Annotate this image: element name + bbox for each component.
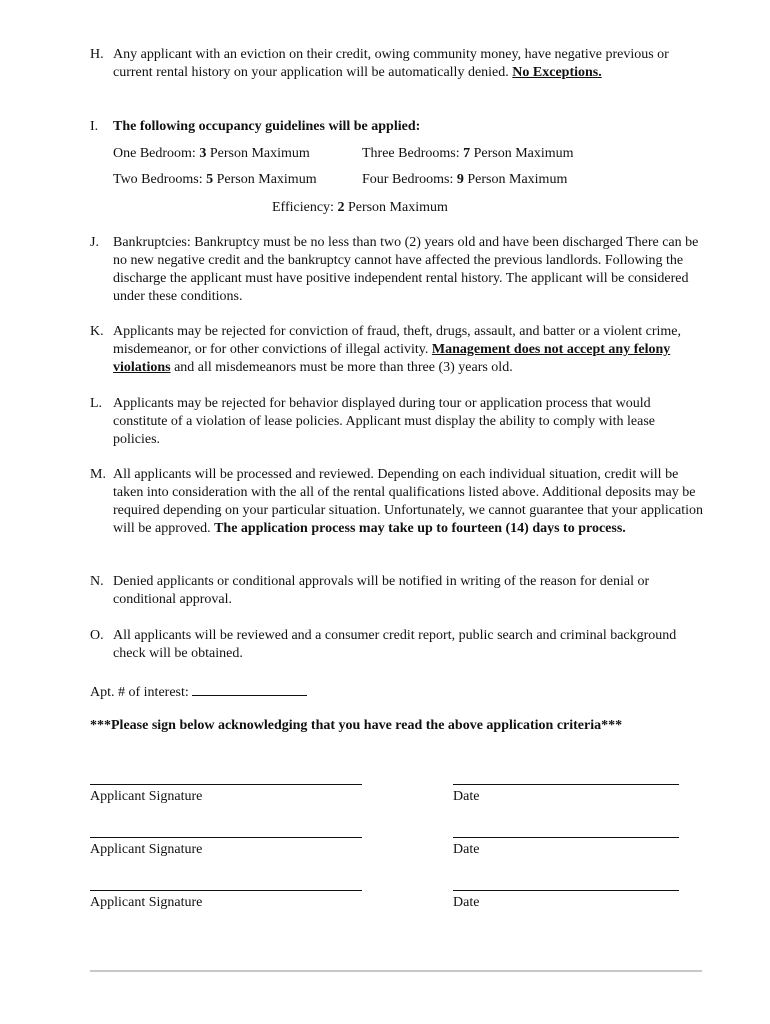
item-text (113, 46, 705, 82)
item-body: Any applicant with an eviction on their credit, owing community money, have negative previous or current rental history on your application will be automatically denied. (113, 47, 669, 80)
apt-of-interest-field (90, 681, 307, 702)
item-letter: H. (90, 47, 104, 62)
criteria-item-k (90, 323, 705, 377)
date-line[interactable] (453, 837, 679, 838)
occupancy-efficiency: Efficiency: 2 Person Maximum (272, 200, 448, 215)
occupancy-row (113, 171, 673, 189)
item-letter: I. (90, 119, 99, 134)
item-body: All applicants will be processed and reviewed. Depending on each individual situation, credit will be taken into consideration with the all of the rental qualifications listed above. Additional deposits may be required depending on your particular situation. Unfortunately, we cannot guarantee that your application will be approved. (113, 467, 704, 536)
footer-divider (90, 970, 702, 972)
signature-line[interactable] (90, 837, 362, 838)
signature-line[interactable] (90, 784, 362, 785)
criteria-item-m (90, 466, 705, 538)
item-text: Bankruptcies: Bankruptcy must be no less than two (2) years old and have been discharged There can be no new negative credit and the bankruptcy cannot have affected the previous landlords. Following the discharge the applicant must have positive independent rental history. The applicant will be considered under these conditions. (113, 235, 699, 304)
date-line[interactable] (453, 890, 679, 891)
criteria-item-i (90, 118, 705, 136)
item-text: All applicants will be reviewed and a consumer credit report, public search and criminal background check will be obtained. (113, 628, 677, 661)
criteria-item-n (90, 573, 705, 609)
item-letter: N. (90, 574, 104, 589)
signature-label: Applicant Signature (90, 789, 203, 804)
item-text (113, 466, 705, 538)
date-label: Date (453, 895, 480, 910)
occupancy-two-bedrooms: Two Bedrooms: 5 Person Maximum (113, 172, 317, 187)
item-text: Denied applicants or conditional approvals will be notified in writing of the reason for denial or conditional approval. (113, 574, 650, 607)
felony-emphasis: Management does not accept any felony violations (113, 342, 671, 375)
item-text: Applicants may be rejected for behavior displayed during tour or application process that would constitute of a violation of lease policies. Applicant must display the ability to comply with lease policies. (113, 396, 656, 447)
date-label: Date (453, 842, 480, 857)
signature-label: Applicant Signature (90, 842, 203, 857)
date-label: Date (453, 789, 480, 804)
occupancy-three-bedrooms: Three Bedrooms: 7 Person Maximum (362, 146, 574, 161)
signature-line[interactable] (90, 890, 362, 891)
processing-time-emphasis: The application process may take up to fourteen (14) days to process. (214, 521, 626, 536)
item-letter: K. (90, 324, 104, 339)
criteria-item-h (90, 46, 705, 82)
item-letter: O. (90, 628, 104, 643)
apt-label: Apt. # of interest: (90, 685, 189, 700)
item-letter: L. (90, 396, 103, 411)
item-letter: M. (90, 467, 106, 482)
apt-blank-line[interactable] (192, 681, 307, 696)
date-line[interactable] (453, 784, 679, 785)
signature-label: Applicant Signature (90, 895, 203, 910)
criteria-item-l (90, 395, 705, 449)
item-text (113, 323, 705, 377)
item-body: Applicants may be rejected for conviction of fraud, theft, drugs, assault, and batter or a violent crime, misdemeanor, or for other convictions of illegal activity. (113, 324, 681, 357)
acknowledgement-text: ***Please sign below acknowledging that you have read the above application criteria*** (90, 718, 623, 733)
no-exceptions-emphasis: No Exceptions. (512, 65, 602, 80)
item-tail: and all misdemeanors must be more than three (3) years old. (170, 360, 513, 375)
occupancy-row (113, 145, 673, 163)
occupancy-heading: The following occupancy guidelines will be applied: (113, 119, 421, 134)
item-letter: J. (90, 235, 99, 250)
occupancy-one-bedroom: One Bedroom: 3 Person Maximum (113, 146, 310, 161)
criteria-item-o (90, 627, 705, 663)
occupancy-four-bedrooms: Four Bedrooms: 9 Person Maximum (362, 172, 568, 187)
criteria-item-j (90, 234, 705, 306)
